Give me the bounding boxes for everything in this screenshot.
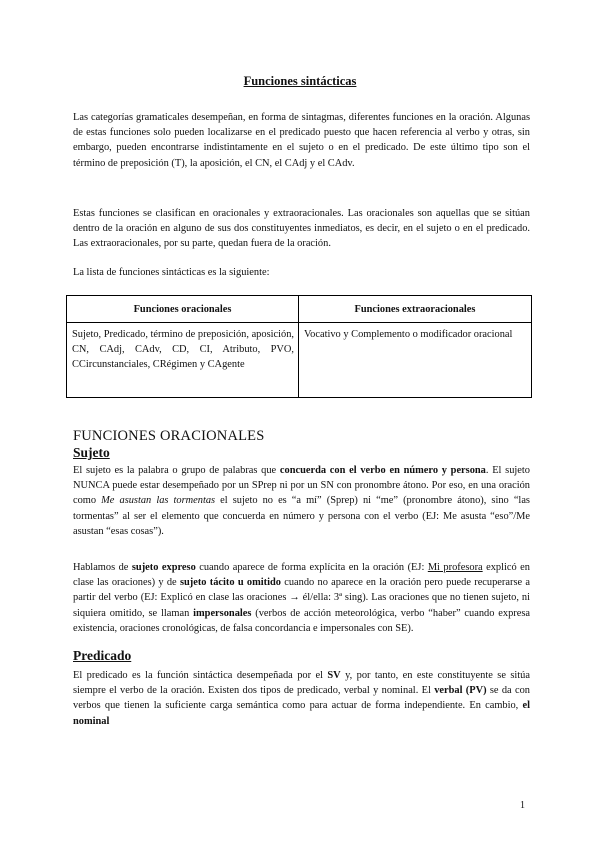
- sujeto-paragraph-2: [73, 560, 530, 636]
- text-run: explicó en clase las oraciones) y de: [73, 562, 530, 589]
- document-title: Funciones sintácticas: [243, 74, 357, 88]
- bold-text: sujeto tácito u omitido: [179, 577, 281, 589]
- bold-text: SV: [327, 670, 341, 681]
- text-run: cuando no aparece en la oración pero puede recuperarse a partir del verbo (EJ: Explicó en clase las oraciones → él/ella: 3ª sing). Las oraciones que no tienen sujeto, ni siquiera omitido, se llaman: [73, 577, 530, 619]
- text-run: y, por tanto, en este constituyente se sitúa siempre el verbo de la oración. Existen dos tipos de predicado, verbal y nominal. El: [73, 670, 530, 697]
- table-cell-extraoracionales: Vocativo y Complemento o modificador oracional: [299, 323, 532, 398]
- sujeto-heading: Sujeto: [73, 445, 110, 460]
- text-run: (verbos de acción meteorológica, verbo “haber” cuando expresa existencia, oraciones cronológicas, de falsa concordancia e impersonales con SE).: [73, 607, 530, 634]
- bold-text: sujeto expreso: [131, 562, 196, 573]
- italic-example: Me asustan las tormentas: [101, 495, 216, 507]
- bold-text: impersonales: [193, 607, 252, 619]
- table-row: [67, 323, 532, 398]
- table-header-extraoracionales: Funciones extraoracionales: [299, 296, 532, 323]
- list-intro: La lista de funciones sintácticas es la siguiente:: [73, 267, 270, 278]
- bold-text: concuerda con el verbo en número y persona: [279, 465, 486, 476]
- text-run: El sujeto es la palabra o grupo de palabras que: [73, 465, 280, 476]
- text-run: El predicado es la función sintáctica desempeñada por el: [73, 670, 328, 681]
- sujeto-paragraph-1: [73, 463, 530, 539]
- text-run: Hablamos de: [73, 562, 132, 573]
- classification-paragraph: Estas funciones se clasifican en oracionales y extraoracionales. Las oracionales son aquellas que se sitúan dentro de la oración en alguno de sus dos constituyentes inmediatos, es decir, en el sujeto o en el predicado. Las extraoracionales, por su parte, quedan fuera de la oración.: [73, 208, 530, 250]
- intro-paragraph: Las categorías gramaticales desempeñan, en forma de sintagmas, diferentes funciones en la oración. Algunas de estas funciones solo pueden localizarse en el predicado puesto que hacen referencia al verbo y otras, sin embargo, pueden encontrarse indistintamente en el sujeto o en el predicado. De este último tipo son el término de preposición (T), la aposición, el CN, el CAdj y el CAdv.: [73, 112, 530, 169]
- predicado-heading: Predicado: [73, 648, 132, 663]
- functions-table: [66, 295, 532, 398]
- text-run: el sujeto no es “a mí” (Sprep) ni “me” (pronombre átono), sino “las tormentas” al ser el elemento que concuerda en número y persona con el verbo (EJ: Me asusta “eso”/Me asustan “esas cosas”).: [73, 495, 530, 537]
- table-cell-oracionales: Sujeto, Predicado, término de preposición, aposición, CN, CAdj, CAdv, CD, CI, Atributo, PVO, CCircunstanciales, CRégimen y CAgente: [67, 323, 299, 398]
- text-run: se da con verbos que tienen la suficiente carga semántica como para actuar de forma independiente. En cambio,: [73, 685, 530, 712]
- bold-text: el nominal: [73, 700, 530, 727]
- underlined-example: Mi profesora: [427, 562, 483, 573]
- table-header-row: [67, 296, 532, 323]
- page-number: 1: [520, 800, 525, 811]
- section-heading: FUNCIONES ORACIONALES: [73, 428, 265, 444]
- text-run: cuando aparece de forma explícita en la oración (EJ:: [195, 562, 428, 573]
- text-run: . El sujeto NUNCA puede estar desempeñado por un SPrep ni por un SN con pronombre átono. Por eso, en una oración como: [73, 465, 530, 507]
- table-header-oracionales: Funciones oracionales: [67, 296, 299, 323]
- predicado-paragraph-1: [73, 668, 530, 729]
- bold-text: verbal (PV): [434, 685, 487, 697]
